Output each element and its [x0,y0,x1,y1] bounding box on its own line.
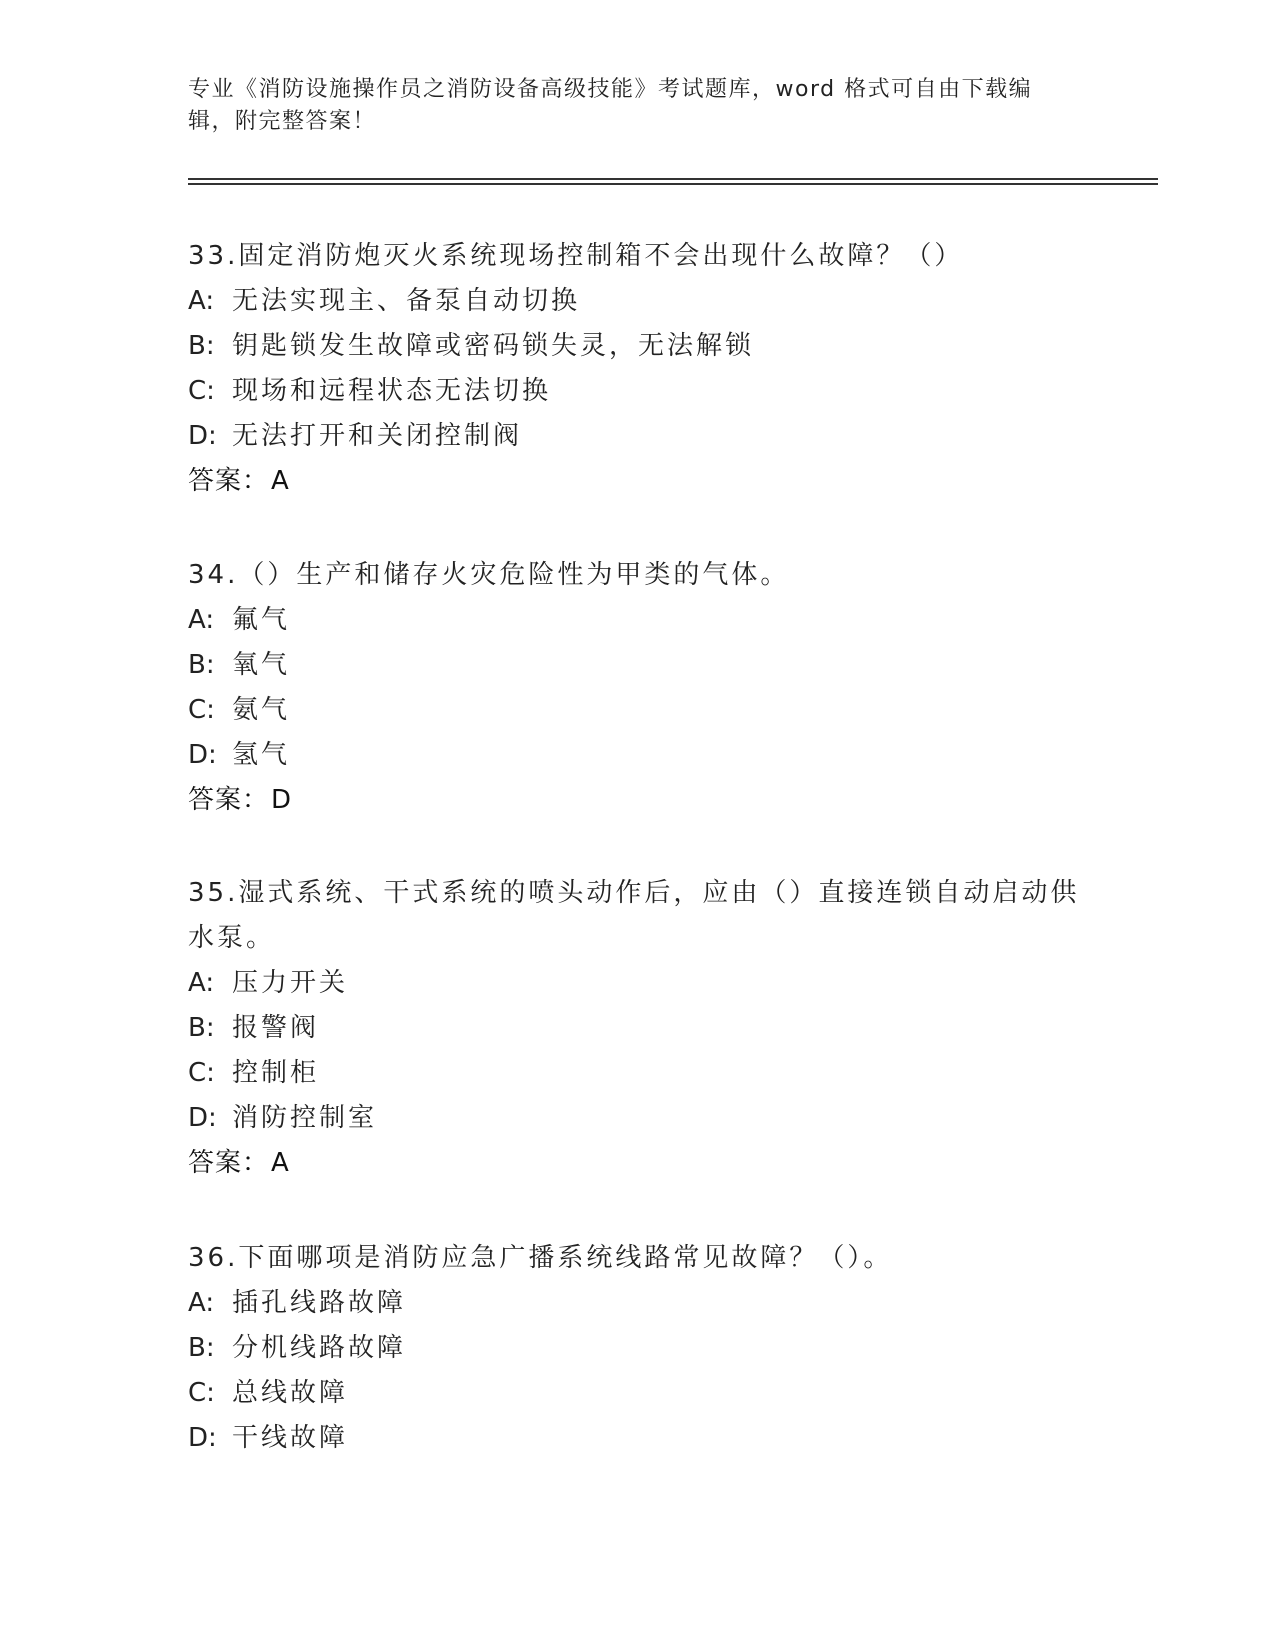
option-letter: B: [188,1333,215,1363]
option-letter: D: [188,740,217,770]
option-letter: C: [188,695,215,725]
option-letter: A: [188,1288,215,1318]
answer-value: D [271,785,293,815]
option-text: 现场和远程状态无法切换 [232,376,552,406]
option-text: 氟气 [232,605,291,635]
answer-line [188,1141,1088,1186]
option-text: 控制柜 [232,1058,320,1088]
option-d [188,1096,1088,1141]
option-d [188,414,1088,459]
option-c [188,1371,1088,1416]
option-c [188,369,1088,414]
option-b [188,1326,1088,1371]
answer-line [188,459,1088,504]
option-a [188,598,1088,643]
option-text: 总线故障 [232,1378,349,1408]
option-text: 报警阀 [232,1013,320,1043]
document-intro: 专业《消防设施操作员之消防设备高级技能》考试题库，word 格式可自由下载编辑，附完整答案！ [188,77,1033,134]
option-letter: C: [188,1058,215,1088]
option-letter: A: [188,286,215,316]
option-text: 氧气 [232,650,291,680]
option-text: 钥匙锁发生故障或密码锁失灵，无法解锁 [232,331,755,361]
question-stem: 36.下面哪项是消防应急广播系统线路常见故障？（）。 [188,1243,893,1273]
option-letter: B: [188,650,215,680]
option-a [188,1281,1088,1326]
option-letter: B: [188,1013,215,1043]
question-34 [188,553,1088,823]
option-c [188,1051,1088,1096]
option-text: 氢气 [232,740,291,770]
option-text: 氨气 [232,695,291,725]
option-a [188,279,1088,324]
option-d [188,733,1088,778]
option-b [188,1006,1088,1051]
answer-line [188,778,1088,823]
answer-label: 答案： [188,1148,270,1178]
answer-value: A [271,466,290,496]
option-text: 插孔线路故障 [232,1288,407,1318]
option-a [188,961,1088,1006]
option-letter: A: [188,968,215,998]
header-divider-bottom [188,183,1158,185]
option-letter: D: [188,1423,217,1453]
option-letter: D: [188,1103,217,1133]
option-b [188,643,1088,688]
option-d [188,1416,1088,1461]
header-divider-top [188,178,1158,180]
option-letter: D: [188,421,217,451]
option-b [188,324,1088,369]
question-stem: 33.固定消防炮灭火系统现场控制箱不会出现什么故障？（） [188,241,964,271]
question-stem: 34.（）生产和储存火灾危险性为甲类的气体。 [188,560,790,590]
option-text: 无法实现主、备泵自动切换 [232,286,581,316]
option-c [188,688,1088,733]
question-36 [188,1236,1088,1461]
option-letter: C: [188,376,215,406]
answer-label: 答案： [188,466,270,496]
option-text: 无法打开和关闭控制阀 [232,421,523,451]
question-33 [188,234,1088,504]
option-letter: B: [188,331,215,361]
option-text: 消防控制室 [232,1103,378,1133]
option-text: 干线故障 [232,1423,349,1453]
option-letter: C: [188,1378,215,1408]
answer-label: 答案： [188,785,270,815]
option-letter: A: [188,605,215,635]
question-35 [188,871,1088,1186]
question-stem: 35.湿式系统、干式系统的喷头动作后，应由（）直接连锁自动启动供水泵。 [188,878,1080,953]
answer-value: A [271,1148,290,1178]
option-text: 压力开关 [232,968,349,998]
option-text: 分机线路故障 [232,1333,407,1363]
